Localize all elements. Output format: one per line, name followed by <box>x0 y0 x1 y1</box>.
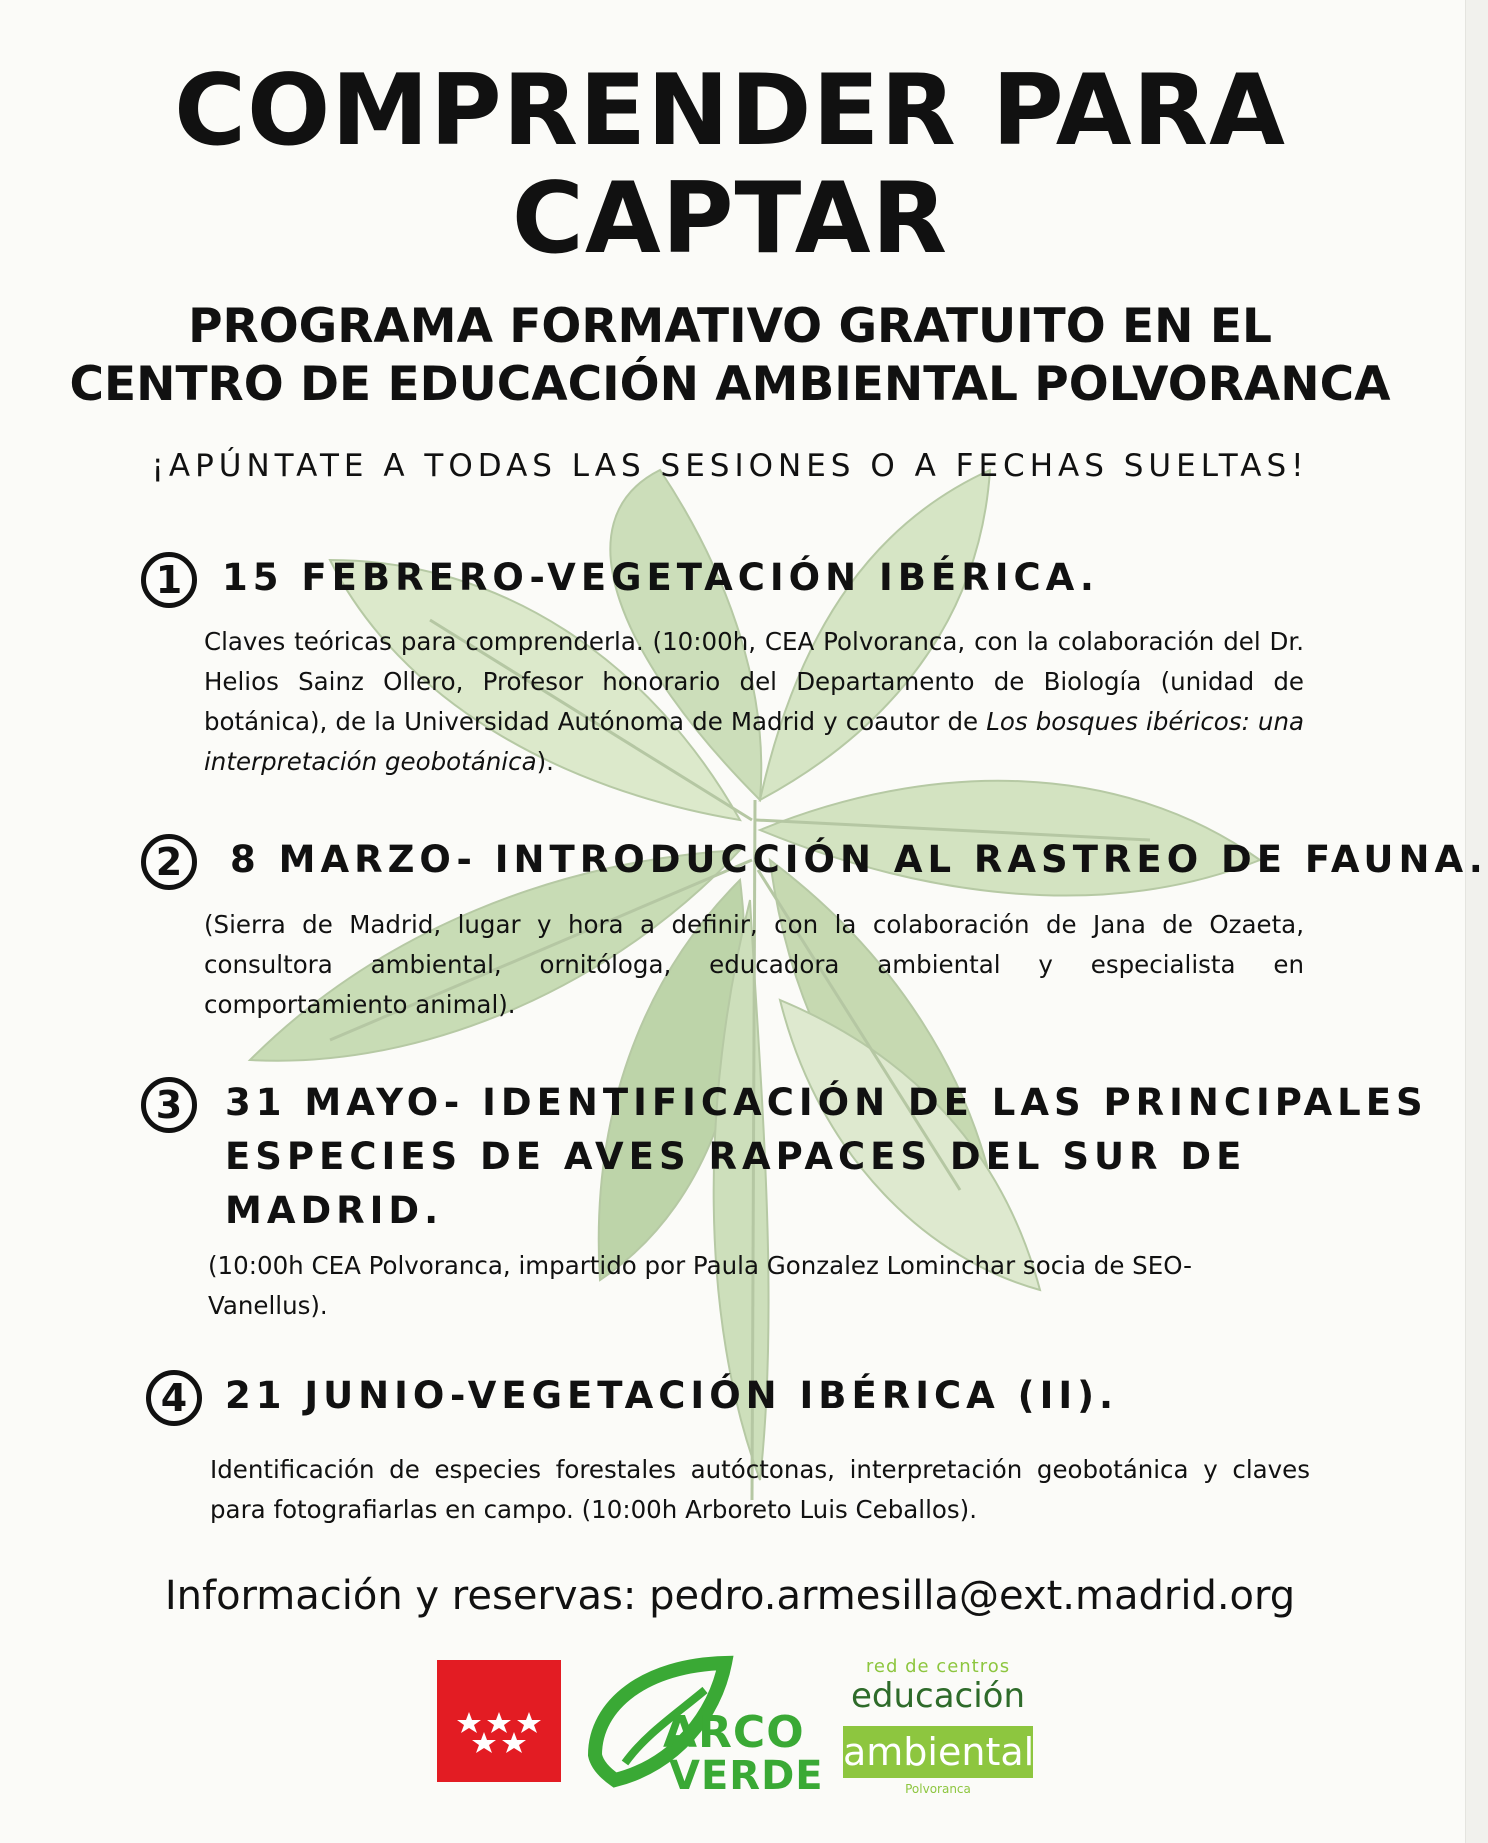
stars-icon <box>437 1660 561 1782</box>
session-number-badge: 2 <box>141 834 197 890</box>
session-title-line2: ESPECIES DE AVES RAPACES DEL SUR DE <box>225 1135 1247 1178</box>
session-description: (Sierra de Madrid, lugar y hora a definir, con la colaboración de Jana de Ozaeta, consultora ambiental, ornitóloga, educadora ambiental y especialista en comportamiento animal). <box>204 910 1304 1019</box>
session-description <box>204 622 1304 782</box>
tagline: ¡APÚNTATE A TODAS LAS SESIONES O A FECHAS SUELTAS! <box>151 448 1309 484</box>
session-description-text: Claves teóricas para comprenderla. (10:00h, CEA Polvoranca, con la colaboración del Dr. Helios Sainz Ollero, Profesor honorario del Departamento de Biología (unidad de botánica), de la Universidad Autónoma de Madrid y coautor de <box>204 627 1304 736</box>
subtitle-line1: PROGRAMA FORMATIVO GRATUITO EN EL <box>188 299 1272 354</box>
verde-text: VERDE <box>669 1753 824 1799</box>
session-number-badge: 3 <box>141 1077 197 1133</box>
session-title: 8 MARZO- INTRODUCCIÓN AL RASTREO DE FAUNA. <box>230 838 1488 881</box>
arco-verde-logo <box>585 1655 827 1805</box>
edu-top-text: red de centros <box>865 1656 1011 1677</box>
session-number-badge: 4 <box>146 1370 202 1426</box>
session-title: 21 JUNIO-VEGETACIÓN IBÉRICA (II). <box>225 1374 1119 1417</box>
contact-info: Información y reservas: pedro.armesilla@ext.madrid.org <box>164 1573 1296 1619</box>
edu-sub-text: Polvoranca <box>905 1782 971 1796</box>
session-description: (10:00h CEA Polvoranca, impartido por Paula Gonzalez Lominchar socia de SEO-Vanellus). <box>208 1251 1193 1320</box>
session-number-badge: 1 <box>141 552 197 608</box>
edu-mid-text: educación <box>850 1676 1026 1716</box>
session-title: 15 FEBRERO-VEGETACIÓN IBÉRICA. <box>222 556 1099 599</box>
subtitle-line2: CENTRO DE EDUCACIÓN AMBIENTAL POLVORANCA <box>69 357 1391 412</box>
session-title-line3: MADRID. <box>225 1189 444 1232</box>
book-title: Los bosques ibéricos: una interpretación geobotánica <box>204 707 1304 776</box>
arco-text: ARCO <box>663 1707 805 1758</box>
edu-main-text: ambiental <box>843 1726 1033 1778</box>
main-title-line1: COMPRENDER PARA <box>174 54 1286 168</box>
session-description-end: ). <box>536 747 554 776</box>
comunidad-madrid-logo <box>437 1660 561 1782</box>
session-title-line1: 31 MAYO- IDENTIFICACIÓN DE LAS PRINCIPALES <box>225 1081 1428 1124</box>
session-description: Identificación de especies forestales autóctonas, interpretación geobotánica y claves para fotografiarlas en campo. (10:00h Arboreto Luis Ceballos). <box>210 1455 1310 1524</box>
educacion-ambiental-logo <box>843 1656 1033 1806</box>
main-title-line2: CAPTAR <box>511 162 949 276</box>
